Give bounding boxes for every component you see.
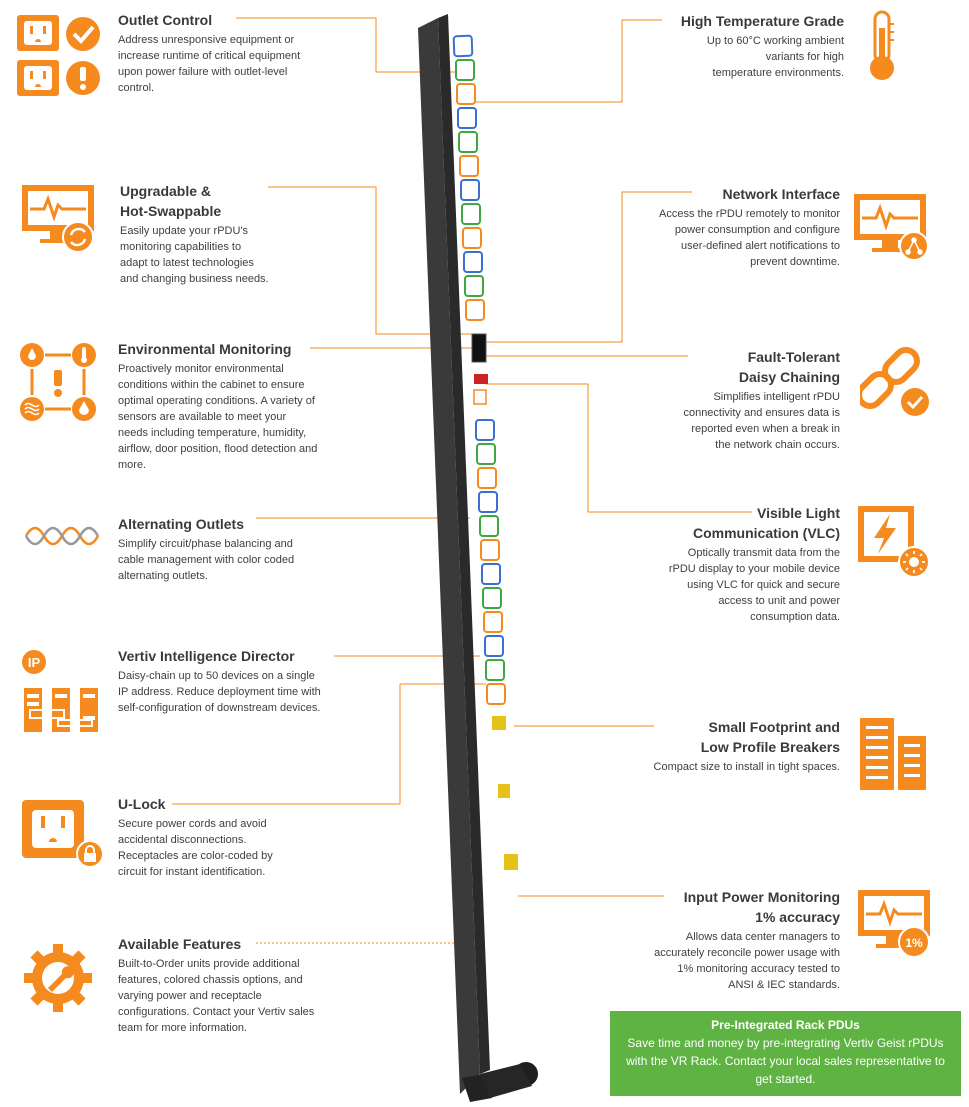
feature-vlc	[666, 503, 840, 625]
monitor-network-icon	[852, 192, 932, 262]
thermometer-icon	[866, 10, 898, 82]
breaker-2	[498, 784, 510, 798]
gear-wrench-icon	[22, 942, 94, 1014]
feature-title: Alternating Outlets	[118, 516, 245, 532]
outlet-check-icon	[16, 14, 102, 98]
feature-text: Address unresponsive equipment or increase runtime of critical equipment upon power failure with outlet-level control.	[118, 34, 301, 94]
feature-text: Proactively monitor environmental conditions within the cabinet to ensure optimal operating conditions. A variety of sensors are available to meet your needs including temperature, humidity, airflow, door position, flood detection and more.	[118, 363, 318, 471]
buildings-icon	[858, 716, 928, 792]
promo-box	[610, 1011, 961, 1096]
feature-title: Fault-Tolerant Daisy Chaining	[738, 349, 840, 385]
display	[474, 374, 488, 384]
feature-title: Small Footprint and Low Profile Breakers	[700, 719, 840, 755]
wave-icon	[24, 520, 100, 552]
feature-upgradable	[120, 181, 270, 287]
feature-text: Optically transmit data from the rPDU display to your mobile device using VLC for quick and secure access to unit and power consumption data.	[668, 547, 840, 623]
percent-label: 1%	[905, 936, 923, 950]
chain-check-icon	[860, 346, 932, 418]
feature-title: High Temperature Grade	[680, 13, 844, 29]
feature-text: Allows data center managers to accurately reconcile power usage with 1% monitoring accuracy tested to ANSI & IEC standards.	[654, 931, 840, 991]
feature-fault-tolerant	[680, 347, 840, 453]
ip-network-icon	[22, 650, 102, 734]
feature-text: Compact size to install in tight spaces.	[653, 761, 840, 773]
outlet-lock-icon	[20, 798, 104, 868]
feature-footprint	[630, 717, 840, 775]
feature-title: Visible Light Communication (VLC)	[693, 505, 840, 541]
feature-text: Daisy-chain up to 50 devices on a single IP address. Reduce deployment time with self-configuration of downstream devices.	[118, 670, 321, 714]
feature-title: Environmental Monitoring	[118, 341, 292, 357]
feature-text: Simplify circuit/phase balancing and cable management with color coded alternating outlets.	[118, 538, 295, 582]
feature-environmental	[118, 339, 318, 473]
feature-outlet-control	[118, 10, 318, 96]
promo-text: Save time and money by pre-integrating Vertiv Geist rPDUs with the VR Rack. Contact your local sales representative to get started.	[626, 1036, 945, 1086]
breaker-3	[504, 854, 518, 870]
feature-network	[656, 184, 840, 270]
feature-title: Vertiv Intelligence Director	[118, 648, 295, 664]
feature-title: Available Features	[118, 936, 242, 952]
feature-title: Network Interface	[722, 186, 840, 202]
feature-text: Easily update your rPDU's monitoring capabilities to adapt to latest technologies and changing business needs.	[120, 225, 269, 285]
monitor-refresh-icon	[20, 183, 96, 253]
promo-title: Pre-Integrated Rack PDUs	[711, 1018, 860, 1032]
breaker-1	[492, 716, 506, 730]
feature-alternating	[118, 514, 318, 584]
network-ports	[472, 334, 486, 362]
feature-high-temp	[664, 11, 844, 81]
feature-text: Simplifies intelligent rPDU connectivity and ensures data is reported even when a break in the network chain occurs.	[683, 391, 840, 451]
feature-input-power	[650, 887, 840, 993]
feature-title: Upgradable & Hot-Swappable	[120, 183, 222, 219]
feature-title: Input Power Monitoring 1% accuracy	[683, 889, 840, 925]
feature-text: Secure power cords and avoid accidental disconnections. Receptacles are color-coded by circuit for instant identification.	[118, 818, 273, 878]
sensors-icon	[18, 342, 98, 422]
feature-title: Outlet Control	[118, 12, 213, 28]
feature-text: Access the rPDU remotely to monitor power consumption and configure user-defined alert notifications to prevent downtime.	[659, 208, 840, 268]
feature-ulock	[118, 794, 298, 880]
feature-available	[118, 934, 324, 1036]
feature-vid	[118, 646, 322, 716]
feature-title: U-Lock	[118, 796, 166, 812]
rpdu-strip	[414, 14, 546, 1104]
ip-label: IP	[27, 655, 41, 670]
feature-text: Built-to-Order units provide additional features, colored chassis options, and varying power and receptacle configurations. Contact your Vertiv sales team for more information.	[118, 958, 315, 1034]
bolt-light-icon	[856, 504, 932, 580]
monitor-percent-icon	[856, 888, 936, 958]
feature-text: Up to 60°C working ambient variants for high temperature environments.	[706, 35, 844, 79]
